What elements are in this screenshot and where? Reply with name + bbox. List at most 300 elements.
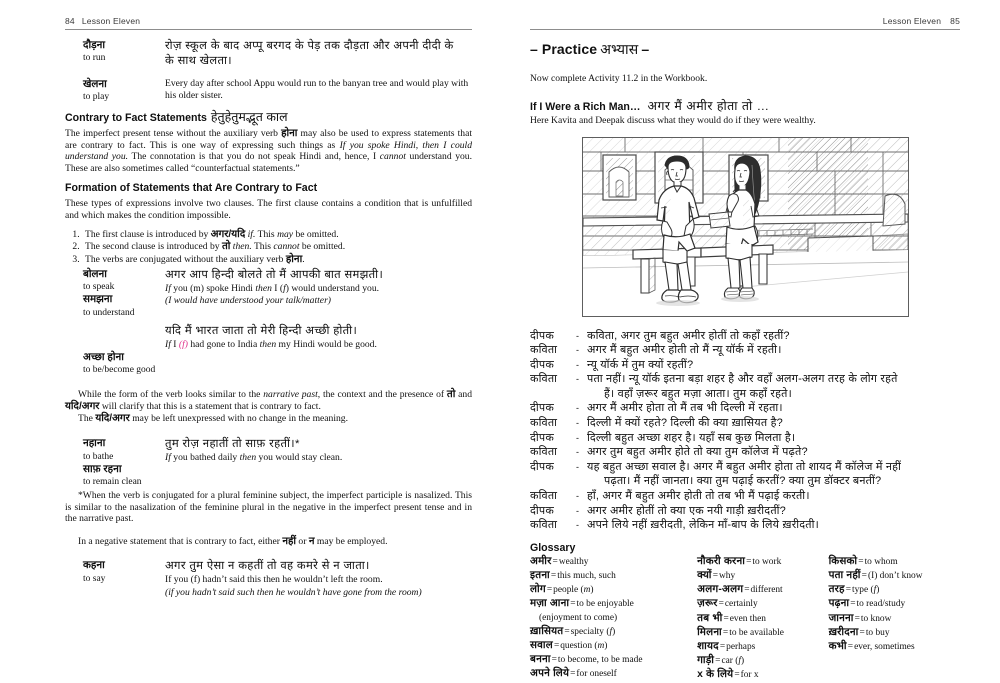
sentence-devanagari: तुम रोज़ नहातीं तो साफ़ रहतीं।* bbox=[165, 438, 300, 451]
feminine-marker: (f) bbox=[178, 338, 188, 350]
glossary-definition: to become, to be made bbox=[557, 655, 643, 666]
glossary-term: सवाल bbox=[530, 640, 553, 652]
dialogue-text: अगर मैं अमीर होता तो मैं तब भी दिल्ली में रहता। bbox=[587, 402, 783, 415]
verb-gloss: to remain clean bbox=[83, 477, 142, 488]
verb-gloss: to understand bbox=[83, 307, 135, 318]
glossary-definition: specialty ( bbox=[570, 626, 610, 637]
practice-heading-english: Practice bbox=[541, 40, 598, 57]
dialogue-text: दिल्ली बहुत अच्छा शहर है। यहाँ सब कुछ मिलता है। bbox=[587, 431, 796, 444]
section-heading-english: Contrary to Fact Statements bbox=[65, 112, 207, 124]
dialogue-line bbox=[530, 518, 960, 533]
dialogue-text: न्यू यॉर्क में तुम क्यों रहतीं? bbox=[587, 358, 694, 371]
dialog-title-english: If I Were a Rich Man… bbox=[530, 100, 641, 113]
verb-gloss: to speak bbox=[83, 282, 115, 293]
equals-sign: = bbox=[552, 556, 558, 567]
sentence-column bbox=[165, 268, 472, 319]
inline-devanagari: यदि/अगर bbox=[95, 413, 130, 425]
equals-sign: = bbox=[553, 641, 560, 652]
vocab-example bbox=[65, 78, 472, 104]
glossary-column-2 bbox=[697, 555, 828, 683]
dialogue-line bbox=[530, 489, 960, 504]
dialogue-dash: - bbox=[576, 330, 580, 341]
dialogue-text: हाँ, अगर मैं बहुत अमीर होती तो तब भी मैं पढ़ाई करती। bbox=[587, 490, 810, 503]
text-run: In a negative statement that is contrary to fact, either bbox=[78, 535, 283, 547]
glossary-entry bbox=[829, 583, 960, 597]
equals-sign: = bbox=[570, 599, 576, 610]
glossary-term: x के लिये bbox=[697, 669, 734, 681]
text-run: The first clause is introduced by bbox=[85, 228, 211, 240]
text-run: you bathed daily bbox=[170, 452, 240, 464]
glossary-term: इतना bbox=[530, 570, 550, 582]
text-run: you (m) spoke Hindi bbox=[170, 282, 256, 294]
gender-marker: m bbox=[597, 641, 605, 652]
glossary-column-3 bbox=[829, 555, 960, 683]
glossary-definition-end: ) bbox=[876, 585, 880, 596]
dialogue-line bbox=[530, 431, 960, 446]
glossary-definition: for x bbox=[740, 670, 759, 681]
spacer bbox=[83, 324, 165, 351]
rules-list bbox=[65, 229, 472, 267]
glossary-term: पढ़ना bbox=[828, 598, 850, 610]
sentence-devanagari: यदि मैं भारत जाता तो मेरी हिन्दी अच्छी होती। bbox=[165, 324, 358, 337]
text-run: I ( bbox=[271, 282, 284, 294]
sentence-devanagari: रोज़ स्कूल के बाद अप्पू बरगद के पेड़ तक दौड़ता और अपनी दीदी के bbox=[165, 39, 454, 52]
glossary-entry bbox=[829, 640, 960, 654]
illustration-svg bbox=[583, 138, 908, 316]
text-run-italic: cannot bbox=[379, 151, 406, 163]
verb-gloss: to say bbox=[83, 573, 106, 584]
verb-gloss: to be/become good bbox=[83, 365, 156, 376]
equals-sign: = bbox=[715, 656, 721, 667]
grammar-example bbox=[65, 324, 472, 377]
gender-marker: m bbox=[583, 585, 591, 596]
folio-number-right: 85 bbox=[950, 16, 960, 26]
equals-sign: = bbox=[551, 655, 557, 666]
practice-dash-right: – bbox=[641, 40, 650, 57]
inline-devanagari: होना bbox=[281, 128, 298, 139]
dialogue-line bbox=[530, 445, 960, 460]
glossary-definition: to whom bbox=[864, 556, 898, 567]
text-run: I bbox=[170, 338, 179, 350]
glossary-definition: to be available bbox=[729, 627, 784, 638]
equals-sign: = bbox=[718, 599, 724, 610]
dialogue-text: कविता, अगर तुम बहुत अमीर होतीं तो कहाँ रहतीं? bbox=[587, 329, 790, 342]
verb-gloss: to play bbox=[83, 92, 110, 102]
glossary-entry bbox=[829, 569, 960, 583]
text-run-italic: cannot bbox=[273, 241, 300, 253]
dialog-title bbox=[530, 97, 960, 114]
dialogue-speaker: दीपक bbox=[530, 460, 554, 473]
dialogue-line bbox=[530, 343, 960, 358]
dialogue-text: अपने लिये नहीं ख़रीदती, लेकिन माँ-बाप के लिये ख़रीदती। bbox=[587, 519, 819, 532]
equals-sign: = bbox=[723, 613, 729, 624]
sentence-devanagari: अगर तुम ऐसा न कहतीं तो वह कमरे से न जाता। bbox=[165, 560, 370, 573]
footnote-nasalization: *When the verb is conjugated for a plural feminine subject, the imperfect participle is nasalized. This is similar to the nasalization of the feminine plural in the negative in the imperfect present tense and in the narrative past. bbox=[65, 490, 472, 525]
dialogue-dash: - bbox=[576, 461, 580, 472]
glossary-definition: why bbox=[718, 571, 736, 582]
glossary-entry bbox=[829, 626, 960, 640]
text-run: may also be used to express statements that are contrary to fact. This is one way of expressing such things as bbox=[65, 128, 472, 151]
inline-devanagari: तो bbox=[446, 389, 456, 401]
verb-column bbox=[65, 437, 165, 488]
dialogue-line bbox=[530, 329, 960, 344]
text-run: ) would understand you. bbox=[285, 282, 380, 294]
dialogue-text: अगर मैं बहुत अमीर होती तो मैं न्यू यॉर्क में रहती। bbox=[587, 344, 782, 357]
text-run-italic: If bbox=[165, 338, 171, 350]
spacer bbox=[65, 69, 472, 77]
sentence-english: If you (f) hadn’t said this then he wouldn’t left the room. bbox=[165, 574, 383, 586]
glossary-term: गाड़ी bbox=[697, 655, 715, 667]
dialogue-speaker: कविता bbox=[530, 490, 558, 503]
equals-sign: = bbox=[746, 556, 752, 567]
text-run-italic: may bbox=[277, 228, 294, 240]
text-run-italic: narrative past bbox=[263, 389, 318, 401]
verb-gloss: to run bbox=[83, 53, 106, 63]
verb-column bbox=[65, 39, 165, 69]
text-run: and bbox=[455, 389, 473, 401]
equals-sign: = bbox=[861, 571, 867, 582]
dialogue-speaker: कविता bbox=[530, 373, 558, 386]
glossary-term: ख़ासियत bbox=[530, 625, 564, 637]
text-run: understand you. These are also sometimes called “counterfactual statements.” bbox=[65, 151, 473, 174]
sentence-english: Every day after school Appu would run to the banyan tree and would play with his older sister. bbox=[165, 77, 469, 101]
text-run-italic: then bbox=[259, 338, 277, 350]
dialogue-speaker: दीपक bbox=[530, 358, 554, 371]
glossary-definition: (I) don’t know bbox=[867, 571, 923, 582]
running-head-title-left: Lesson Eleven bbox=[81, 16, 141, 26]
dialogue-dash: - bbox=[576, 345, 580, 356]
dialogue-line bbox=[530, 401, 960, 416]
sentence-devanagari: अगर आप हिन्दी बोलते तो मैं आपकी बात समझती। bbox=[165, 268, 384, 281]
dialogue-dash: - bbox=[576, 520, 580, 531]
dialog-intro: Here Kavita and Deepak discuss what they would do if they were wealthy. bbox=[530, 114, 816, 126]
glossary-entry bbox=[530, 625, 697, 639]
glossary-entry bbox=[829, 555, 960, 569]
sentence-column bbox=[165, 559, 472, 599]
sentence-column bbox=[165, 437, 472, 488]
text-run: While the form of the verb looks similar to the bbox=[78, 389, 264, 401]
equals-sign: = bbox=[850, 599, 856, 610]
dialogue-line bbox=[530, 416, 960, 431]
verb-column bbox=[65, 78, 165, 104]
dialogue-text: अगर तुम बहुत अमीर होते तो क्या तुम कॉलेज में पढ़ते? bbox=[587, 446, 808, 459]
text-run: or bbox=[296, 535, 309, 547]
glossary-definition: different bbox=[750, 585, 783, 596]
glossary-term: अमीर bbox=[530, 555, 552, 567]
dialogue-dash: - bbox=[576, 505, 580, 516]
text-run-italic: if. bbox=[247, 228, 256, 240]
glossary-entry bbox=[697, 626, 828, 640]
verb-devanagari: कहना bbox=[83, 560, 105, 572]
text-run: The verbs are conjugated without the auxiliary verb bbox=[85, 254, 286, 266]
equals-sign: = bbox=[858, 556, 864, 567]
glossary-entry bbox=[697, 640, 828, 654]
glossary-entry bbox=[530, 667, 697, 681]
glossary-definition: to buy bbox=[865, 627, 890, 638]
dialogue-text-continued: पढ़ता। मैं नहीं जानता। क्या तुम पढ़ाई करतीं? क्या तुम डॉक्टर बनतीं? bbox=[604, 475, 882, 488]
verb-devanagari: खेलना bbox=[83, 78, 107, 90]
illustration-wrapper bbox=[530, 137, 960, 317]
glossary-definition: to work bbox=[752, 556, 782, 567]
glossary-entry bbox=[697, 654, 828, 668]
paragraph-optional-agar bbox=[65, 413, 472, 425]
glossary-term: मज़ा आना bbox=[530, 598, 570, 610]
glossary-term: लोग bbox=[530, 584, 546, 596]
page-left bbox=[0, 0, 500, 667]
glossary-term: बनना bbox=[530, 654, 551, 666]
text-run: you would stay clean. bbox=[256, 452, 343, 464]
paragraph-narrative-past bbox=[65, 389, 472, 412]
equals-sign: = bbox=[845, 585, 852, 596]
text-run: be omitted. bbox=[293, 228, 339, 240]
glossary-term: ज़रूर bbox=[697, 598, 718, 610]
verb-column bbox=[65, 559, 165, 599]
glossary-definition: this much, such bbox=[557, 571, 616, 582]
glossary-entry bbox=[697, 583, 828, 597]
dialogue-speaker: कविता bbox=[530, 344, 558, 357]
sentence-column bbox=[165, 39, 472, 69]
glossary-title: Glossary bbox=[530, 541, 576, 554]
workbook-note: Now complete Activity 11.2 in the Workbook. bbox=[530, 72, 708, 84]
glossary-definition: perhaps bbox=[726, 642, 756, 653]
glossary-definition: people ( bbox=[553, 585, 584, 596]
equals-sign: = bbox=[854, 613, 860, 624]
dialogue-dash: - bbox=[576, 418, 580, 429]
dialogue-line bbox=[530, 504, 960, 519]
text-run: had gone to India bbox=[187, 338, 260, 350]
paragraph-formation-intro: These types of expressions involve two clauses. The first clause contains a condition that is unfulfilled and which makes the condition impossible. bbox=[65, 198, 472, 221]
verb-devanagari: अच्छा होना bbox=[83, 351, 124, 363]
dialogue-speaker: दीपक bbox=[530, 431, 554, 444]
section-heading-devanagari: हेतुहेतुमद्भूत काल bbox=[210, 110, 288, 124]
practice-heading bbox=[530, 40, 960, 59]
dialogue-dash: - bbox=[576, 359, 580, 370]
equals-sign: = bbox=[859, 627, 865, 638]
dialogue-speaker: दीपक bbox=[530, 504, 554, 517]
verb-devanagari: नहाना bbox=[83, 438, 106, 450]
glossary-entry bbox=[697, 597, 828, 611]
rule-item bbox=[82, 229, 472, 241]
glossary-entry bbox=[530, 653, 697, 667]
dialogue-text: पता नहीं। न्यू यॉर्क इतना बड़ा शहर है और वहाँ अलग-अलग तरह के लोग रहते bbox=[587, 373, 898, 386]
glossary-definition-end: ) bbox=[741, 656, 745, 667]
glossary-definition: to read/study bbox=[856, 599, 906, 610]
glossary-entry bbox=[530, 583, 697, 597]
spacer bbox=[65, 319, 472, 323]
glossary-definition: for oneself bbox=[576, 669, 617, 680]
inline-devanagari: तो bbox=[221, 241, 231, 253]
grammar-example bbox=[65, 268, 472, 319]
text-run: This bbox=[255, 228, 278, 240]
paragraph-negative-statement bbox=[65, 536, 472, 548]
running-head-title-right: Lesson Eleven bbox=[882, 16, 942, 26]
dialogue-text-wrap bbox=[587, 372, 960, 401]
gender-marker: f bbox=[609, 626, 613, 637]
dialogue-text: यह बहुत अच्छा सवाल है। अगर मैं बहुत अमीर होता तो शायद मैं कॉलेज में नहीं bbox=[587, 460, 902, 473]
paragraph-contrary-to-fact bbox=[65, 128, 472, 174]
glossary-entry bbox=[530, 555, 697, 569]
practice-heading-devanagari: अभ्यास bbox=[600, 40, 639, 57]
text-run: The second clause is introduced by bbox=[85, 241, 222, 253]
glossary-term: ख़रीदना bbox=[828, 626, 859, 638]
gender-marker: f bbox=[873, 585, 877, 596]
glossary-term: शायद bbox=[697, 641, 719, 653]
glossary-term: अलग-अलग bbox=[697, 584, 744, 596]
text-run: . bbox=[302, 254, 305, 266]
verb-column bbox=[65, 324, 165, 377]
dialogue-speaker: कविता bbox=[530, 446, 558, 459]
glossary-entry bbox=[530, 597, 697, 611]
glossary-term: अपने लिये bbox=[530, 668, 570, 680]
dialogue-text: अगर अमीर होतीं तो क्या एक नयी गाड़ी ख़रीदतीं? bbox=[587, 504, 786, 517]
glossary-definition: to know bbox=[860, 613, 892, 624]
glossary-definition: car ( bbox=[721, 656, 739, 667]
spacer bbox=[65, 376, 472, 389]
sentence-column bbox=[165, 324, 472, 377]
verb-devanagari: समझना bbox=[83, 294, 113, 306]
dialogue-line bbox=[530, 372, 960, 401]
dialogue-speaker: कविता bbox=[530, 417, 558, 430]
text-run: The connotation is that you do not speak Hindi and, hence, I bbox=[128, 151, 380, 163]
text-run: The bbox=[78, 413, 96, 425]
sentence-english bbox=[165, 339, 472, 351]
text-run-italic: then. bbox=[232, 241, 252, 253]
glossary-term: क्यों bbox=[697, 570, 712, 582]
spacer bbox=[65, 432, 472, 436]
sentence-english bbox=[165, 283, 472, 295]
glossary-definition: to be enjoyable bbox=[576, 599, 634, 610]
glossary-term: नौकरी करना bbox=[697, 555, 746, 567]
equals-sign: = bbox=[712, 571, 718, 582]
dialogue-dash: - bbox=[576, 403, 580, 414]
equals-sign: = bbox=[550, 571, 557, 582]
text-run: be omitted. bbox=[299, 241, 346, 253]
text-run-italic: f bbox=[283, 282, 286, 294]
running-head-right bbox=[530, 16, 960, 30]
glossary-entry bbox=[697, 612, 828, 626]
text-run: may be left unexpressed with no change in the meaning. bbox=[129, 413, 349, 425]
glossary-term: तब भी bbox=[697, 612, 723, 624]
equals-sign: = bbox=[570, 669, 576, 680]
glossary-term: पता नहीं bbox=[828, 570, 861, 582]
dialogue-line bbox=[530, 460, 960, 489]
text-run: The imperfect present tense without the auxiliary verb bbox=[65, 128, 282, 139]
glossary-definition: certainly bbox=[724, 599, 758, 610]
glossary-entry bbox=[697, 668, 828, 682]
equals-sign: = bbox=[719, 642, 726, 653]
glossary-entry bbox=[829, 612, 960, 626]
glossary-entry bbox=[697, 569, 828, 583]
text-run-italic: If you spoke Hindi, then I could understand you. bbox=[65, 139, 472, 163]
running-head-left bbox=[65, 16, 472, 30]
glossary-definition-end: ) bbox=[604, 641, 608, 652]
glossary-column-1 bbox=[530, 555, 697, 683]
dialogue-dash: - bbox=[576, 374, 580, 385]
section-heading-formation: Formation of Statements that Are Contrary to Fact bbox=[65, 182, 318, 195]
sentence-literal-gloss: (if you hadn’t said such then he wouldn’t have gone from the room) bbox=[165, 586, 422, 598]
gender-marker: f bbox=[738, 656, 741, 667]
glossary-columns bbox=[530, 555, 960, 683]
sentence-english bbox=[165, 452, 472, 464]
glossary-entry bbox=[697, 555, 828, 569]
section-heading-contrary-to-fact bbox=[65, 111, 472, 125]
glossary-definition: question ( bbox=[560, 641, 598, 652]
dialogue-dash: - bbox=[576, 491, 580, 502]
verb-devanagari: दौड़ना bbox=[83, 39, 106, 51]
glossary-entry bbox=[829, 597, 960, 611]
verb-column bbox=[65, 268, 165, 319]
text-run: will clarify that this is a statement that is contrary to fact. bbox=[99, 400, 321, 412]
glossary-definition: wealthy bbox=[558, 556, 589, 567]
glossary-definition: even then bbox=[729, 613, 766, 624]
verb-gloss: to bathe bbox=[83, 451, 114, 462]
grammar-example bbox=[65, 437, 472, 488]
dialogue-text: दिल्ली में क्यों रहते? दिल्ली की क्या ख़ासियत है? bbox=[587, 417, 783, 430]
inline-devanagari: नहीं bbox=[282, 535, 297, 547]
text-run-italic: then bbox=[255, 282, 272, 294]
glossary-entry bbox=[530, 639, 697, 653]
text-run-italic: then bbox=[239, 452, 257, 464]
grammar-example bbox=[65, 559, 472, 599]
equals-sign: = bbox=[744, 585, 750, 596]
verb-devanagari: साफ़ रहना bbox=[83, 463, 122, 475]
sentence-literal-gloss: (I would have understood your talk/matter) bbox=[165, 295, 331, 307]
equals-sign: = bbox=[722, 627, 729, 638]
spacer bbox=[65, 554, 472, 558]
vocab-example bbox=[65, 39, 472, 69]
glossary-term: जानना bbox=[828, 612, 854, 624]
inline-devanagari: न bbox=[308, 535, 315, 547]
glossary-term: तरह bbox=[828, 584, 845, 596]
dialogue-illustration bbox=[582, 137, 909, 317]
text-run: may be employed. bbox=[314, 535, 388, 547]
text-run: This bbox=[251, 241, 274, 253]
glossary-subnote: (enjoyment to come) bbox=[539, 612, 618, 623]
dialogue-text-wrap bbox=[587, 460, 960, 489]
dialogue-dash: - bbox=[576, 447, 580, 458]
text-run: my Hindi would be good. bbox=[276, 338, 377, 350]
equals-sign: = bbox=[564, 626, 570, 637]
glossary-term: कभी bbox=[828, 641, 847, 653]
glossary-definition-end: ) bbox=[590, 585, 594, 596]
dialogue-text-continued: हैं। वहाँ ज़रूर बहुत मज़ा आता। तुम कहाँ रहते। bbox=[604, 387, 792, 400]
glossary-entry bbox=[530, 569, 697, 583]
equals-sign: = bbox=[546, 585, 553, 596]
glossary-definition: type ( bbox=[852, 585, 874, 596]
equals-sign: = bbox=[847, 642, 854, 653]
dialogue-dash: - bbox=[576, 432, 580, 443]
text-run-italic: If bbox=[165, 452, 171, 464]
glossary-definition: ever, sometimes bbox=[854, 642, 915, 653]
rule-item bbox=[82, 254, 472, 266]
sentence-devanagari-line2: के साथ खेलता। bbox=[165, 54, 232, 67]
dialogue-line bbox=[530, 358, 960, 373]
rule-item bbox=[82, 241, 472, 253]
dialogue-block bbox=[530, 329, 960, 533]
dialogue-speaker: दीपक bbox=[530, 329, 554, 342]
dialogue-speaker: दीपक bbox=[530, 402, 554, 415]
practice-dash-left: – bbox=[530, 40, 538, 57]
inline-devanagari: यदि/अगर bbox=[65, 400, 100, 412]
folio-number-left: 84 bbox=[65, 16, 75, 26]
sentence-column bbox=[165, 78, 472, 104]
verb-devanagari: बोलना bbox=[83, 268, 107, 280]
glossary-term: किसको bbox=[828, 555, 858, 567]
text-run-italic: If bbox=[165, 282, 171, 294]
glossary-term: मिलना bbox=[697, 626, 722, 638]
page-right bbox=[500, 0, 1000, 681]
inline-devanagari: होना bbox=[285, 254, 303, 266]
